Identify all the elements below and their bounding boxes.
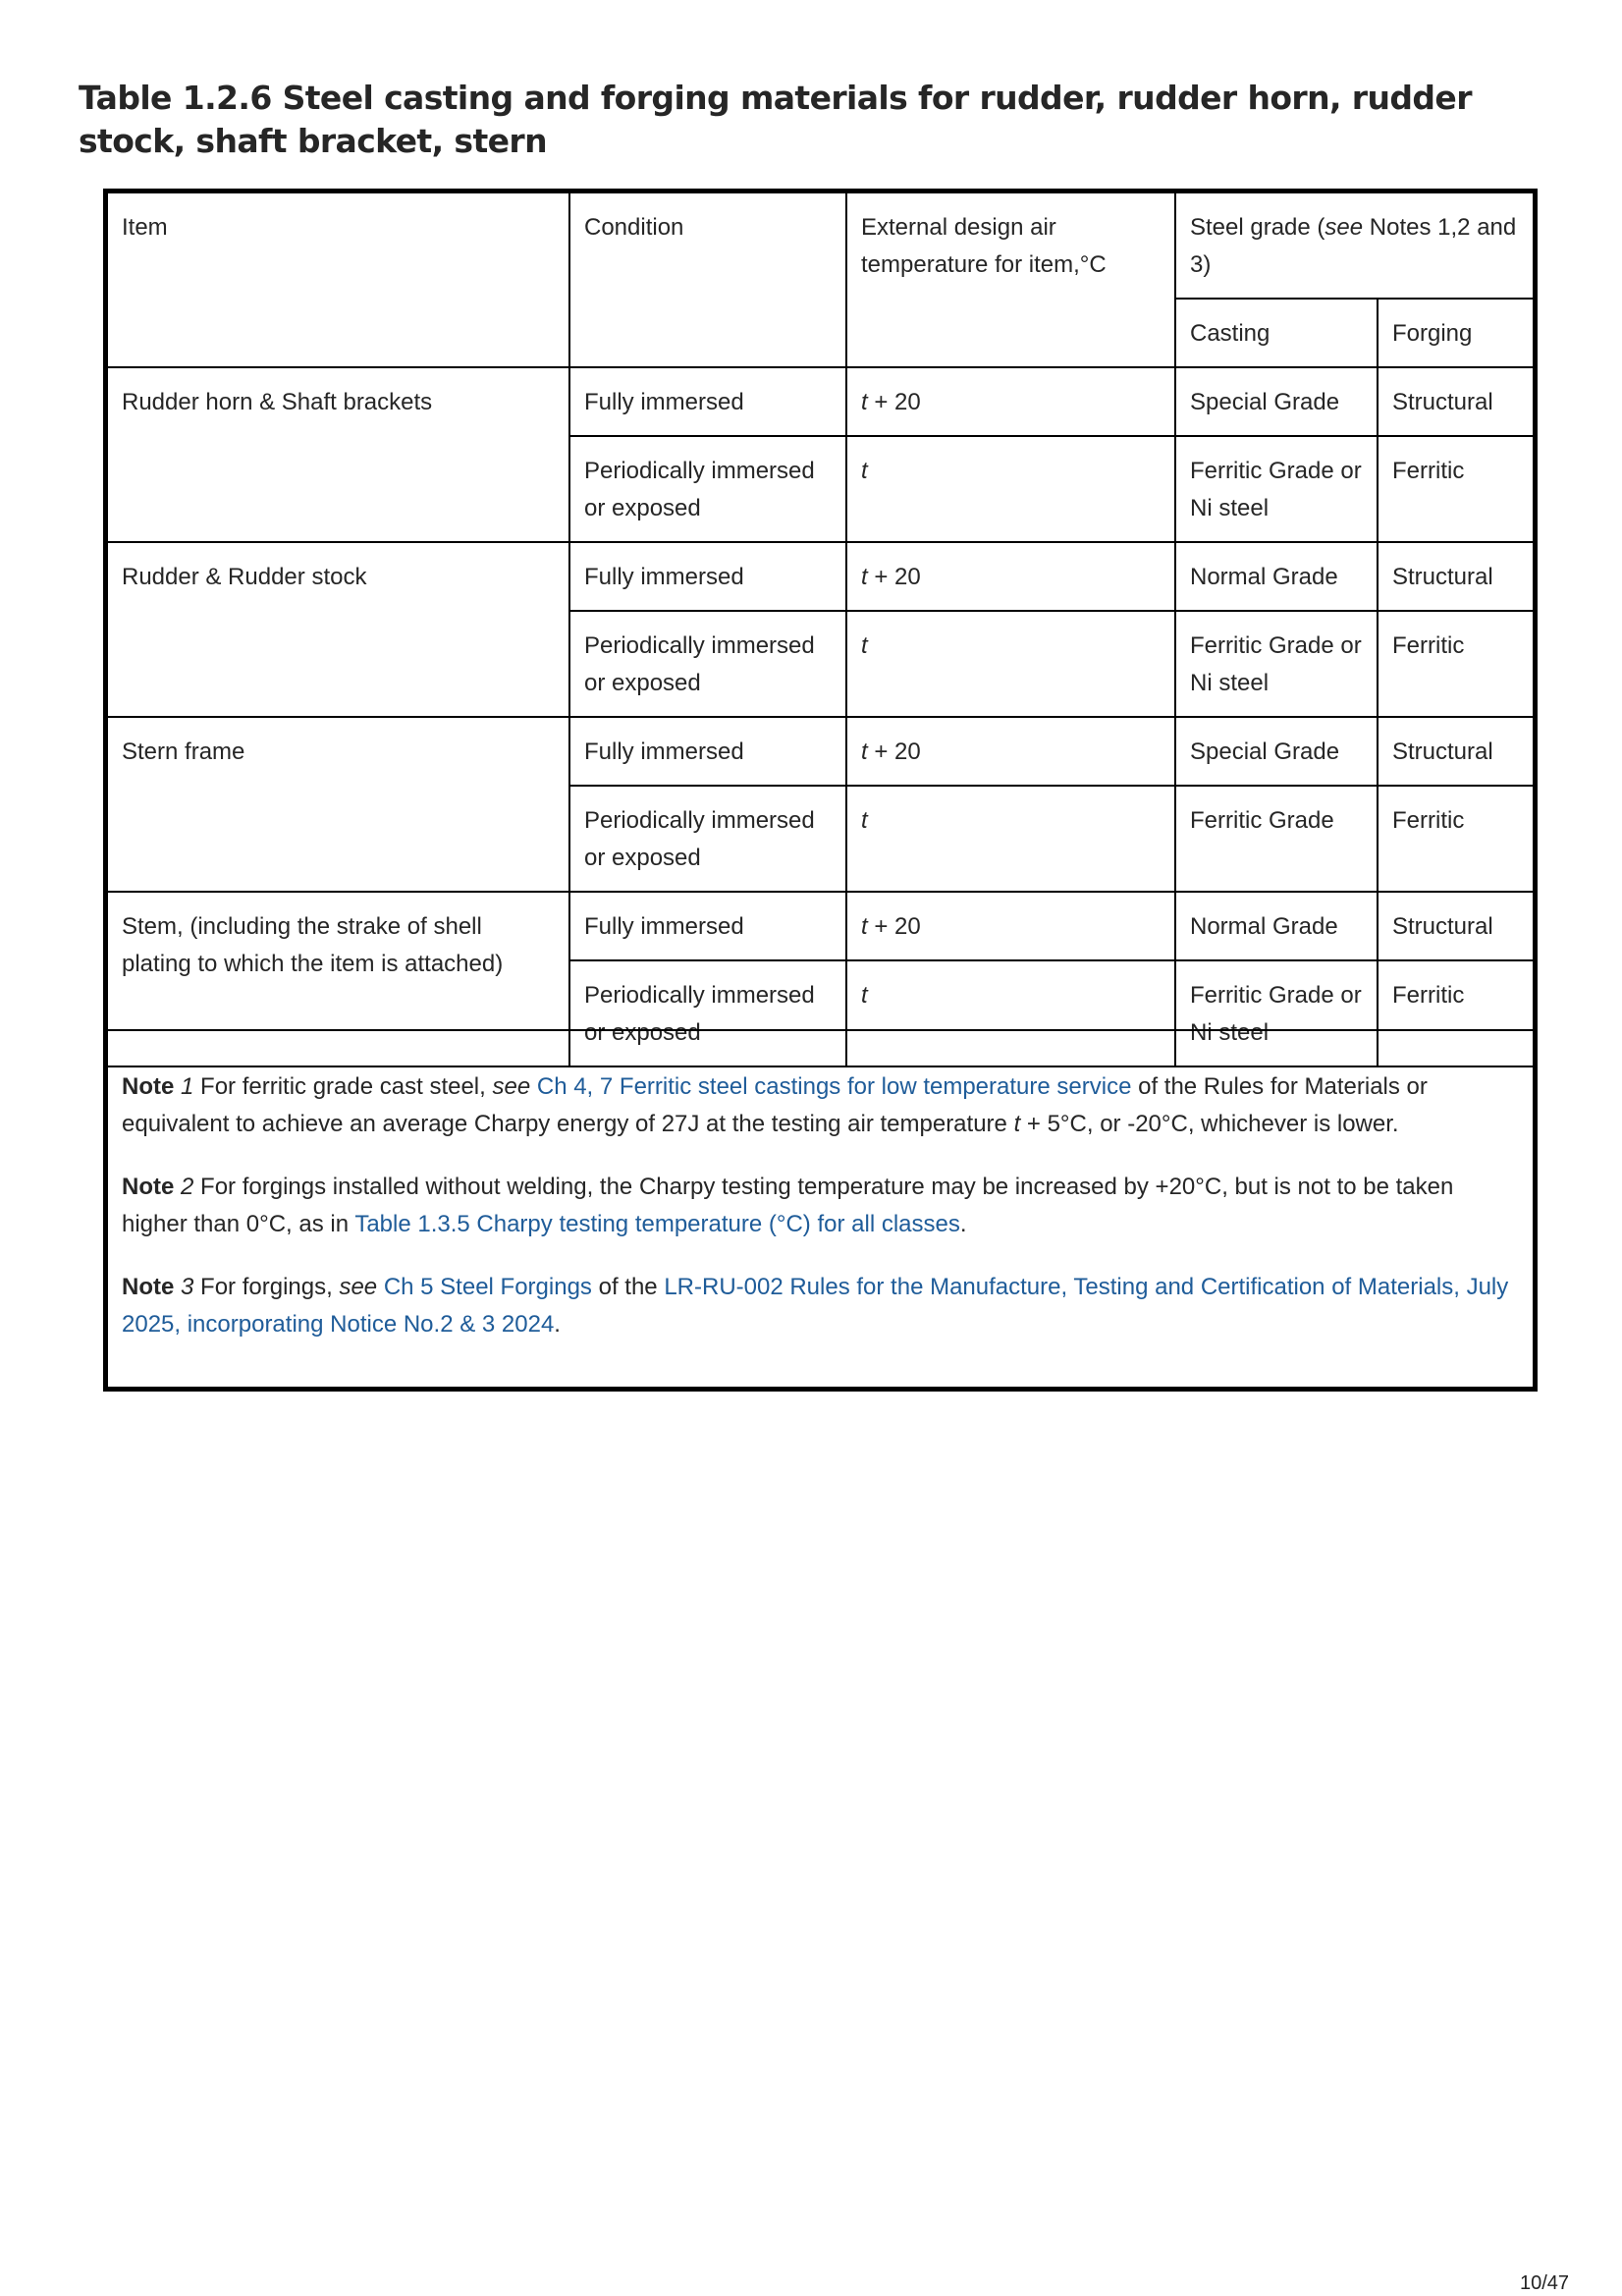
note-text: For forgings,: [193, 1274, 340, 1300]
note-number: 3: [181, 1274, 194, 1300]
forging-cell: Structural: [1378, 892, 1537, 960]
temperature-offset: + 20: [867, 913, 921, 940]
condition-cell: Periodically immersed or exposed: [569, 786, 846, 892]
note-text: [377, 1274, 384, 1300]
header-temperature: External design air temperature for item,°C: [846, 193, 1175, 367]
note-text: of the: [591, 1274, 665, 1300]
header-steel-grade-prefix: Steel grade (: [1190, 214, 1325, 241]
table-row: [108, 717, 1537, 786]
condition-cell: Fully immersed: [569, 367, 846, 436]
forging-cell: Ferritic: [1378, 436, 1537, 542]
note-text: .: [554, 1311, 561, 1338]
table-row: [108, 367, 1537, 436]
note-text: For ferritic grade cast steel,: [193, 1073, 493, 1100]
note-see: see: [339, 1274, 378, 1300]
link-ch4-ferritic-castings[interactable]: Ch 4, 7 Ferritic steel castings for low temperature service: [536, 1073, 1132, 1100]
temperature-offset: + 20: [867, 564, 921, 590]
temperature-var: t: [861, 807, 868, 834]
note-text: For forgings installed without welding, the Charpy testing temperature may be increased by +20°C, but is not to be taken higher than 0°C, as in: [122, 1174, 1454, 1237]
page-number: 10/47: [1520, 2272, 1570, 2294]
note-text: .: [959, 1211, 967, 1237]
condition-cell: Fully immersed: [569, 542, 846, 611]
header-condition: Condition: [569, 193, 846, 367]
note-label: Note: [122, 1073, 175, 1100]
header-steel-grade-suffix: Notes 1,2 and 3): [1190, 214, 1517, 278]
casting-cell: Special Grade: [1175, 367, 1378, 436]
temperature-var: t: [861, 458, 868, 484]
temperature-var: t: [861, 738, 868, 765]
forging-cell: Structural: [1378, 367, 1537, 436]
note-see: see: [492, 1073, 531, 1100]
temperature-cell: [846, 717, 1175, 786]
casting-cell: Normal Grade: [1175, 542, 1378, 611]
forging-cell: Ferritic: [1378, 786, 1537, 892]
header-forging: Forging: [1378, 299, 1537, 367]
materials-table: [108, 193, 1537, 1067]
condition-cell: Fully immersed: [569, 717, 846, 786]
temperature-cell: [846, 367, 1175, 436]
temperature-var: t: [861, 913, 868, 940]
header-casting: Casting: [1175, 299, 1378, 367]
table-row: [108, 892, 1537, 960]
temperature-var: t: [861, 564, 868, 590]
item-cell: Stern frame: [108, 717, 569, 892]
page-title: Table 1.2.6 Steel casting and forging materials for rudder, rudder horn, rudder stock, shaft bracket, stern: [79, 79, 1472, 160]
temperature-var: t: [861, 389, 868, 415]
header-steel-grade-see: see: [1325, 214, 1364, 241]
temperature-offset: + 20: [867, 738, 921, 765]
temperature-var: t: [861, 982, 868, 1009]
link-ch5-steel-forgings[interactable]: Ch 5 Steel Forgings: [383, 1274, 592, 1300]
note-label: Note: [122, 1174, 175, 1200]
casting-cell: Ferritic Grade: [1175, 786, 1378, 892]
item-cell: Rudder & Rudder stock: [108, 542, 569, 717]
note-text: [530, 1073, 537, 1100]
header-row: [108, 193, 1537, 299]
casting-cell: Special Grade: [1175, 717, 1378, 786]
casting-cell: Ferritic Grade or Ni steel: [1175, 436, 1378, 542]
casting-cell: Normal Grade: [1175, 892, 1378, 960]
notes-section: [108, 1029, 1537, 1343]
note-text: + 5°C, or -20°C, whichever is lower.: [1020, 1111, 1399, 1137]
header-steel-grade: [1175, 193, 1537, 299]
table-row: [108, 542, 1537, 611]
casting-cell: Ferritic Grade or Ni steel: [1175, 960, 1378, 1066]
temperature-offset: + 20: [867, 389, 921, 415]
temperature-cell: [846, 786, 1175, 892]
note-number: 1: [181, 1073, 194, 1100]
temperature-cell: [846, 436, 1175, 542]
forging-cell: Ferritic: [1378, 960, 1537, 1066]
note-2: [122, 1169, 1523, 1243]
condition-cell: Periodically immersed or exposed: [569, 611, 846, 717]
condition-cell: Fully immersed: [569, 892, 846, 960]
condition-cell: Periodically immersed or exposed: [569, 960, 846, 1066]
materials-table-frame: [103, 189, 1538, 1392]
item-cell: Rudder horn & Shaft brackets: [108, 367, 569, 542]
note-number: 2: [181, 1174, 194, 1200]
note-label: Note: [122, 1274, 175, 1300]
item-cell: Stem, (including the strake of shell plating to which the item is attached): [108, 892, 569, 1066]
forging-cell: Structural: [1378, 717, 1537, 786]
link-table-1-3-5[interactable]: Table 1.3.5 Charpy testing temperature (°C) for all classes: [354, 1211, 960, 1237]
note-var: t: [1013, 1111, 1021, 1137]
temperature-cell: [846, 611, 1175, 717]
forging-cell: Ferritic: [1378, 611, 1537, 717]
note-1: [122, 1068, 1523, 1143]
temperature-cell: [846, 542, 1175, 611]
condition-cell: Periodically immersed or exposed: [569, 436, 846, 542]
note-3: [122, 1269, 1523, 1343]
forging-cell: Structural: [1378, 542, 1537, 611]
link-lr-ru-002-rules[interactable]: LR-RU-002 Rules for the Manufacture, Testing and Certification of Materials, July 2025, incorporating Notice No.2 & 3 2024: [122, 1274, 1509, 1338]
header-item: Item: [108, 193, 569, 367]
casting-cell: Ferritic Grade or Ni steel: [1175, 611, 1378, 717]
temperature-var: t: [861, 632, 868, 659]
note-text: of the Rules for Materials or equivalent to achieve an average Charpy energy of 27J at the testing air temperature: [122, 1073, 1428, 1137]
temperature-cell: [846, 892, 1175, 960]
